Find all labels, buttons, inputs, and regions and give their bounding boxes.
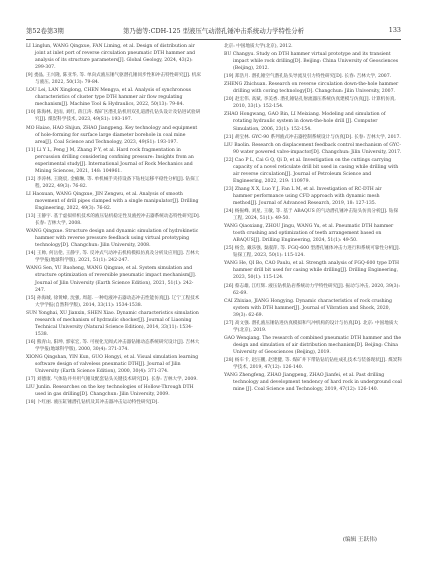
reference-entry: [22] Cao P L, Cai G Q, Qi D, et al. Investigation on the cuttings carrying capacity of a novel reticulate drill bit used in casing while drilling with air reverse circulation[J]. Journal of Petroleum Science and Engineering, 2022, 219: 110979.	[224, 157, 399, 184]
reference-entry: [17] 刘德康. 气体钻井井用气锤及配套钻头关键技术研究[D]. 长春: 吉林大学, 2009.	[26, 377, 198, 383]
reference-entry: [14] 王帅, 何岳伦, 王静宇, 等. 反冲式气动冲击机构模拟仿真及分析及应用[J]. 吉林大学学报(地球科学版), 2021, 51(1): 242-247.	[26, 251, 200, 264]
reference-entry: [16] 熊青山, 阳坤, 郭家宏, 等. 可视化无阀式冲击器钻锤动态系统研究设计[J]. 吉林大学学报(地球科学版), 2000, 30(4): 371-374.	[26, 339, 200, 352]
reference-entry: WANG Qingxue. Structure design and dynamic simulation of hydrokinetic hammer with reverse pressure feedback using virtual prototyping technology[D]. Changchun: Jilin University, 2008.	[26, 229, 199, 249]
reference-entry: LI Haoxuan, WANG Qingxue, JIN Zengwu, et al. Analysis of smooth movement of drill pipes clamped with a single manipulator[J]. Drilling Engineering, 2022, 49(3): 76-82.	[26, 191, 199, 212]
reference-entry: LOU Lei, LAN Xinglong, CHEN Mengya, et al. Analysis of synchronous characteristics of cluster type DTH hammer air flow regulating mechanism[J]. Machine Tool & Hydraulics, 2022, 50(13): 79-84.	[26, 88, 192, 108]
reference-entry: [12] 李涛林, 王晓宸, 金楠琳, 等. 单机械手夹持设备下钻柱运移平稳性分析[J]. 钻探工程, 2022, 49(3): 76-82.	[26, 176, 200, 189]
reference-entry: GAO Wenqiang. The research of combined pneumatic DTH hammer and the design and simulation of air distribution mechanism[D]. Beijing: China University of Geosciences (Beijing), 2019.	[224, 335, 402, 355]
reference-entry: LIU Junlin. Researches on the key technologies of Hollow-Through DTH used in gas drilling[D]. Changchun: Jilin University, 2009.	[26, 385, 194, 398]
reference-entry: [20] 赵宏伟, 高斌, 李美香. 潜孔锤钻孔射流器压系统仿真建模与仿真[J]. 计算机仿真, 2010, 33(1): 152-154.	[224, 97, 396, 110]
reference-entry: LIU Baolin. Research on displacement feedback control mechanism of GYC-90 water powered valve-impactor[D]. Changchun: Jilin University, 2017.	[224, 142, 402, 155]
reference-entry: [21] 胡宝林. GYC-90 系列液式冲击器控制系统设计与仿真[D]. 长春: 吉林大学, 2017.	[224, 134, 401, 140]
reference-entry: [23] Zhang X X, Luo Y J, Fan L M, et al. Investigation of RC-DTH air hammer performance using CFD approach with dynamic mesh method[J]. Journal of Advanced Research, 2019, 18: 127-135.	[224, 186, 382, 206]
reference-entry: YANG Qiaoxiang, ZHOU Jingu, WANG Yu, et al. Pneumatic DTH hammer tooth crushing and optimization of teeth arrangement based on ABAQUS[J]. Drilling Engineering, 2024, 51(1): 49-50.	[224, 224, 394, 244]
running-title: 第乃德等:CDH-125 型液压气动潜孔锤冲击系统动力学特性分析	[122, 27, 305, 35]
reference-entry: 北京: 中国地质大学(北京), 2012.	[224, 44, 293, 49]
reference-entry: YANG Zhengfeng, ZHAO Jiangpeng, ZHAO Jianfei, et al. Past drilling technology and development tendency of hard rock in underground coal mine [J]. Coal Science and Technology, 2019, 47(12): 126-140.	[224, 373, 402, 393]
reference-entry: [19] 郑浩月. 潜孔锤空气潜孔钻头导流及引力特性研究[D]. 长春: 吉林大学, 2007.	[224, 74, 392, 80]
reference-entry: [27] 高文强. 潜孔液压锤钻进仿真模拟和气冲机构的设计与仿真[D]. 北京: 中国地质大学(北京), 2019.	[224, 320, 399, 333]
reference-entry: [28] 杨车卡, 赵汪鹏, 赵建健, 等. 煤矿井下带钻钻坑钻柱成孔技术与装备现状[J]. 煤炭科学技术, 2019, 47(12): 126-140.	[224, 357, 402, 371]
page-header	[26, 26, 401, 38]
reference-entry: [9] 娄晶, 王兴隆, 陈亚华, 等. 单向式液压锤气驱潜孔锤同步性和冲击特性研究[J]. 机床与液压, 2022, 50(13): 79-84.	[26, 73, 201, 86]
reference-entry: [15] 孙海城, 徐黄峰, 沈强, 周超. 一种电液冲击器动态冲击性能仿真[J]. 辽宁工程技术大学学报(自然科学版), 2014, 33(11): 1534-1538.	[26, 295, 200, 308]
reference-entry: [26] 蔡志雄, 江红辉. 液压钻机钻岩系统动力学特性研究[J]. 振动与冲击, 2020, 39(3): 62-69.	[224, 283, 400, 296]
reference-entry: [10] 陈海林, 赵雨, 刘红, 蒋江涛. 煤矿区潜孔钻机用双孔道潜孔钻头设计及钻进试验研究[J]. 煤炭科学技术, 2023, 49(S1): 193-197.	[26, 110, 201, 123]
reference-entry: CAI Zhixiao, JIANG Hongying. Dynamic characteristics of rock crushing system with DTH hammer[J]. Journal of Vibration and Shock, 2020, 39(3): 62-69.	[224, 298, 392, 318]
reference-entry: YANG He, QI Bo, CAO Paulu, et al. Strength analysis of FGQ-600 type DTH hammer drill bit used for casing while drilling[J]. Drilling Engineering, 2023, 50(1): 115-124.	[224, 261, 400, 281]
reference-entry: [11] Li Y L, Peng J M, Zhang P Y, et al. Hard rock fragmentation in percussion drilling considering confining pressure: Insights from an experimental study[J]. International Journal of Rock Mechanics and Mining Sciences, 2021, 148: 104961.	[26, 147, 194, 174]
reference-entry: [13] 王静宇. 基于虚拟样机技术的液压钻机稳定性及液控冲击器系统动态特性研究[D]. 长春: 吉林大学, 2008.	[26, 214, 201, 227]
reference-entry: [25] 杨会, 戴乐强, 秦淑萍, 等. FGQ-600 型潜孔锤体冲击力进行和系统可靠性分析[J]. 钻探工程, 2023, 50(1): 115-124.	[224, 246, 401, 259]
reference-entry: XIONG Qingshan, YIN Kun, GUO Hongyi, et al. Visual simulation learning software design of valveless pneumatic DTH[J]. Journal of Jilin University (Earth Science Edition), 2000, 30(4): 371-374.	[26, 354, 199, 375]
page-number: 133	[388, 26, 401, 34]
reference-entry: WANG Sen, YU Ruoheng, WANG Qingxue, et al. System simulation and structure optimization of reversible pneumatic impact mechanism[J]. Journal of Jilin University (Earth Science Edition), 2021, 51(1): 242-247.	[26, 266, 197, 293]
reference-entry: LI Linglun, WANG Qingxue, FAN Liming, et al. Design of distribution air joint at inlet port of reverse circulation pneumatic DTH hammer and analysis of its structure parameters[J]. Global Geology, 2024, 43(2): 299-307.	[26, 44, 196, 71]
reference-entry: ZHENG Zhichuan. Research on reverse circulation down-the-hole hammer drilling with coring technology[D]. Changchun: Jilin University, 2007.	[224, 82, 399, 95]
reference-entry: [18] 卜红丽. 液压缸锤潜孔钻机及其冲击器冲击运动特性研究[D].	[26, 400, 159, 406]
references-right-column	[224, 43, 402, 394]
reference-entry: BU Changyu. Study on DTH hammer virtual prototype and its transient impact while rock drilling[D]. Beijing: China University of Geosciences (Beijing), 2012.	[224, 52, 399, 72]
editor-note: (编辑 王跃伟)	[342, 537, 377, 543]
header-rule	[26, 39, 401, 40]
reference-entry: ZHAO Hongwang, GAO Bin, LI Meixiang. Modeling and simulation of rotating hydraulic system in down-the-hole drill [J]. Computer Simulation, 2006, 23(1): 152-154.	[224, 112, 386, 132]
references-left-column	[26, 43, 202, 407]
reference-entry: MO Haiao, HAO Shijun, ZHAO Jiangpeng. Key technology and equipment of hole-forming for surface large diameter borehole in coal mine area[J]. Coal Science and Technology, 2023, 49(S1): 193-197.	[26, 125, 198, 145]
reference-entry: [24] 杨振峰, 刘星, 王敏, 等. 基于 ABAQUS 的气动潜孔锤冲击钻头仿真分析[J]. 钻探工程, 2024, 51(1): 49-50.	[224, 209, 399, 222]
journal-volume-issue: 第52卷第3期	[26, 27, 64, 35]
reference-entry: SUN Yonghai, XU Jianxin, SHEN Xiao. Dynamic characteristics simulation research of mechanism of hydraulic shocker[J]. Journal of Liaoning Technical University (Natural Science Edition), 2014, 33(11): 1534-1538.	[26, 310, 199, 337]
